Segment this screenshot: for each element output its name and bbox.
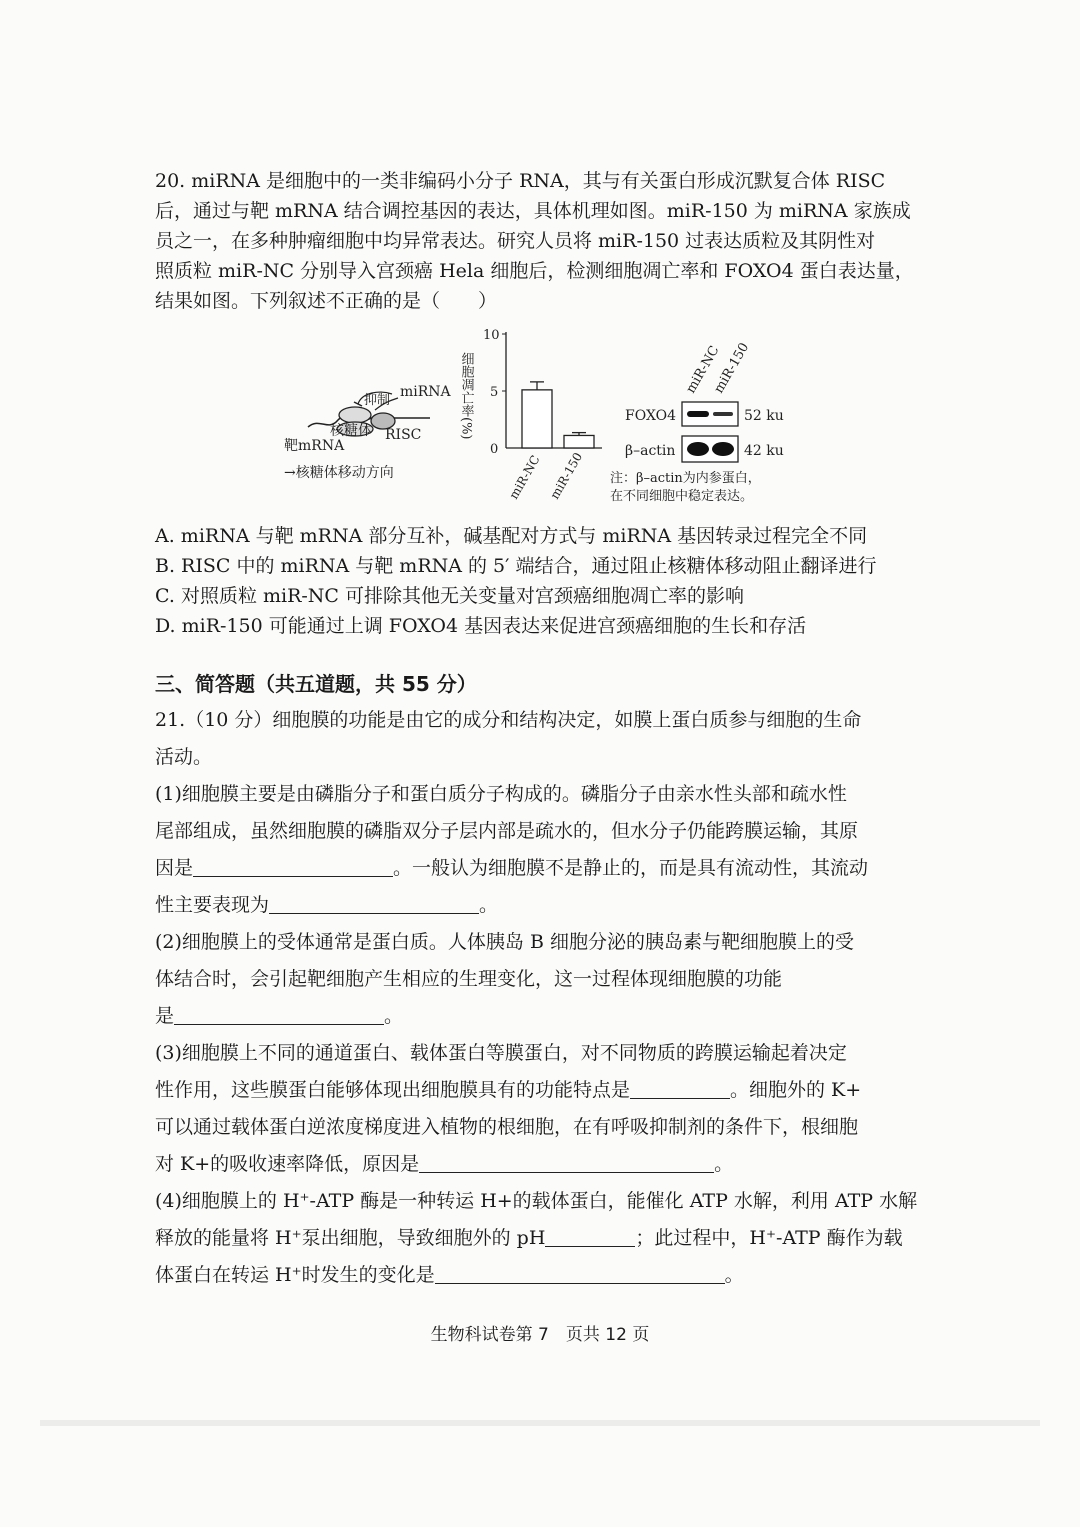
q21-line: (2)细胞膜上的受体通常是蛋白质。人体胰岛 B 细胞分泌的胰岛素与靶细胞膜上的受 — [155, 931, 854, 953]
answer-options — [155, 521, 935, 641]
option-d[interactable]: D. miR-150 可能通过上调 FOXO4 基因表达来促进宫颈癌细胞的生长和存活 — [155, 615, 807, 637]
answer-blank[interactable] — [269, 894, 479, 914]
blot-size-label: 52 ku — [744, 408, 784, 424]
blot-lane-label: miR-NC — [683, 343, 723, 396]
q20-line: 照质粒 miR-NC 分别导入宫颈癌 Hela 细胞后，检测细胞凋亡率和 FOXO4 蛋白表达量， — [155, 260, 914, 282]
q21-text: 性主要表现为 — [155, 894, 270, 916]
q21-line: 可以通过载体蛋白逆浓度梯度进入植物的根细胞，在有呼吸抑制剂的条件下，根细胞 — [155, 1116, 859, 1138]
answer-blank[interactable] — [435, 1264, 725, 1284]
inhibit-label: 抑制 — [364, 393, 391, 408]
q21-line: 尾部组成，虽然细胞膜的磷脂双分子层内部是疏水的，但水分子仍能跨膜运输，其原 — [155, 820, 859, 842]
q21-line: (4)细胞膜上的 H⁺-ATP 酶是一种转运 H+的载体蛋白，能催化 ATP 水解，利用 ATP 水解 — [155, 1190, 918, 1212]
option-a[interactable]: A. miRNA 与靶 mRNA 部分互补，碱基配对方式与 miRNA 基因转录过程完全不同 — [155, 525, 868, 547]
target-mrna-label: 靶mRNA — [284, 438, 345, 454]
blot-row-label: FOXO4 — [625, 408, 677, 424]
y-tick-label: 5 — [490, 385, 499, 400]
q21-text: 。一般认为细胞膜不是静止的，而是具有流动性，其流动 — [393, 857, 869, 879]
q21-text: 性作用，这些膜蛋白能够体现出细胞膜具有的功能特点是 — [155, 1079, 631, 1101]
q21-line — [155, 1257, 925, 1294]
answer-blank[interactable] — [545, 1227, 635, 1247]
blot-band — [713, 412, 733, 416]
answer-blank[interactable] — [193, 857, 393, 877]
q21-line — [155, 1146, 925, 1183]
y-tick-label: 0 — [490, 442, 499, 457]
q21-text: 。 — [384, 1005, 404, 1027]
risc-label: RISC — [385, 427, 422, 443]
q21-text: 。 — [724, 1264, 744, 1286]
q21-line: (3)细胞膜上不同的通道蛋白、载体蛋白等膜蛋白，对不同物质的跨膜运输起着决定 — [155, 1042, 847, 1064]
western-blot — [610, 340, 784, 504]
q21-line: 21.（10 分）细胞膜的功能是由它的成分和结构决定，如膜上蛋白质参与细胞的生命 — [155, 709, 862, 731]
q20-figure — [280, 322, 820, 512]
page-edge-divider — [40, 1420, 1040, 1426]
q20-line: 员之一，在多种肿瘤细胞中均异常表达。研究人员将 miR-150 过表达质粒及其阴性对 — [155, 230, 876, 252]
q21-line — [155, 1220, 925, 1257]
q20-line: 后，通过与靶 mRNA 结合调控基因的表达，具体机理如图。miR-150 为 miRNA 家族成 — [155, 200, 911, 222]
q20-line: 20. miRNA 是细胞中的一类非编码小分子 RNA，其与有关蛋白形成沉默复合体 RISC — [155, 170, 886, 192]
q21-line — [155, 850, 925, 887]
answer-blank[interactable] — [174, 1005, 384, 1025]
q21-line: (1)细胞膜主要是由磷脂分子和蛋白质分子构成的。磷脂分子由亲水性头部和疏水性 — [155, 783, 847, 805]
answer-blank[interactable] — [630, 1079, 730, 1099]
q21-text: 。 — [479, 894, 499, 916]
x-tick-label: miR-150 — [547, 450, 586, 502]
q21-text: 是 — [155, 1005, 175, 1027]
chart-y-label: 细胞凋亡率(%) — [458, 352, 474, 440]
mechanism-diagram — [284, 384, 452, 481]
blot-note: 在不同细胞中稳定表达。 — [610, 489, 754, 504]
q21-text: 释放的能量将 H⁺泵出细胞，导致细胞外的 pH — [155, 1227, 546, 1249]
x-tick-label: miR-NC — [506, 452, 543, 502]
q21-line — [155, 887, 925, 924]
answer-blank[interactable] — [419, 1153, 714, 1173]
q21-line: 活动。 — [155, 746, 213, 768]
chart-bar — [522, 390, 552, 448]
blot-band — [687, 442, 709, 456]
section-title: 三、简答题（共五道题，共 55 分） — [155, 672, 477, 696]
q21-line: 体结合时，会引起靶细胞产生相应的生理变化，这一过程体现细胞膜的功能 — [155, 968, 783, 990]
blot-note: 注：β–actin为内参蛋白， — [610, 471, 761, 486]
option-b[interactable]: B. RISC 中的 miRNA 与靶 mRNA 的 5′ 端结合，通过阻止核糖体移动阻止翻译进行 — [155, 555, 877, 577]
q21-text: 对 K+的吸收速率降低，原因是 — [155, 1153, 420, 1175]
option-c[interactable]: C. 对照质粒 miR-NC 可排除其他无关变量对宫颈癌细胞凋亡率的影响 — [155, 585, 745, 607]
blot-row-label: β–actin — [625, 443, 676, 459]
q21-text: 。 — [714, 1153, 734, 1175]
ribosome-direction-label: →核糖体移动方向 — [284, 465, 394, 481]
page-footer: 生物科试卷第 7 页共 12 页 — [430, 1325, 650, 1345]
apoptosis-chart — [459, 328, 603, 502]
ribosome-shape — [339, 407, 371, 423]
ribosome-label: 核糖体 — [330, 423, 372, 439]
q21-text: 。细胞外的 K+ — [730, 1079, 862, 1101]
y-tick-label: 10 — [483, 328, 500, 343]
blot-band — [712, 442, 734, 456]
chart-bar — [564, 435, 594, 448]
blot-band — [687, 411, 709, 417]
q21-text: 因是 — [155, 857, 194, 879]
q20-line: 结果如图。下列叙述不正确的是（ ） — [155, 290, 498, 312]
mirna-label: miRNA — [400, 384, 451, 400]
q21-text: ；此过程中，H⁺-ATP 酶作为载 — [635, 1227, 903, 1249]
blot-lane-label: miR-150 — [711, 340, 753, 396]
question-21 — [155, 702, 925, 1294]
q21-line — [155, 1072, 925, 1109]
q21-text: 体蛋白在转运 H⁺时发生的变化是 — [155, 1264, 435, 1286]
q21-line — [155, 998, 925, 1035]
blot-size-label: 42 ku — [744, 443, 784, 459]
question-20 — [155, 166, 930, 316]
